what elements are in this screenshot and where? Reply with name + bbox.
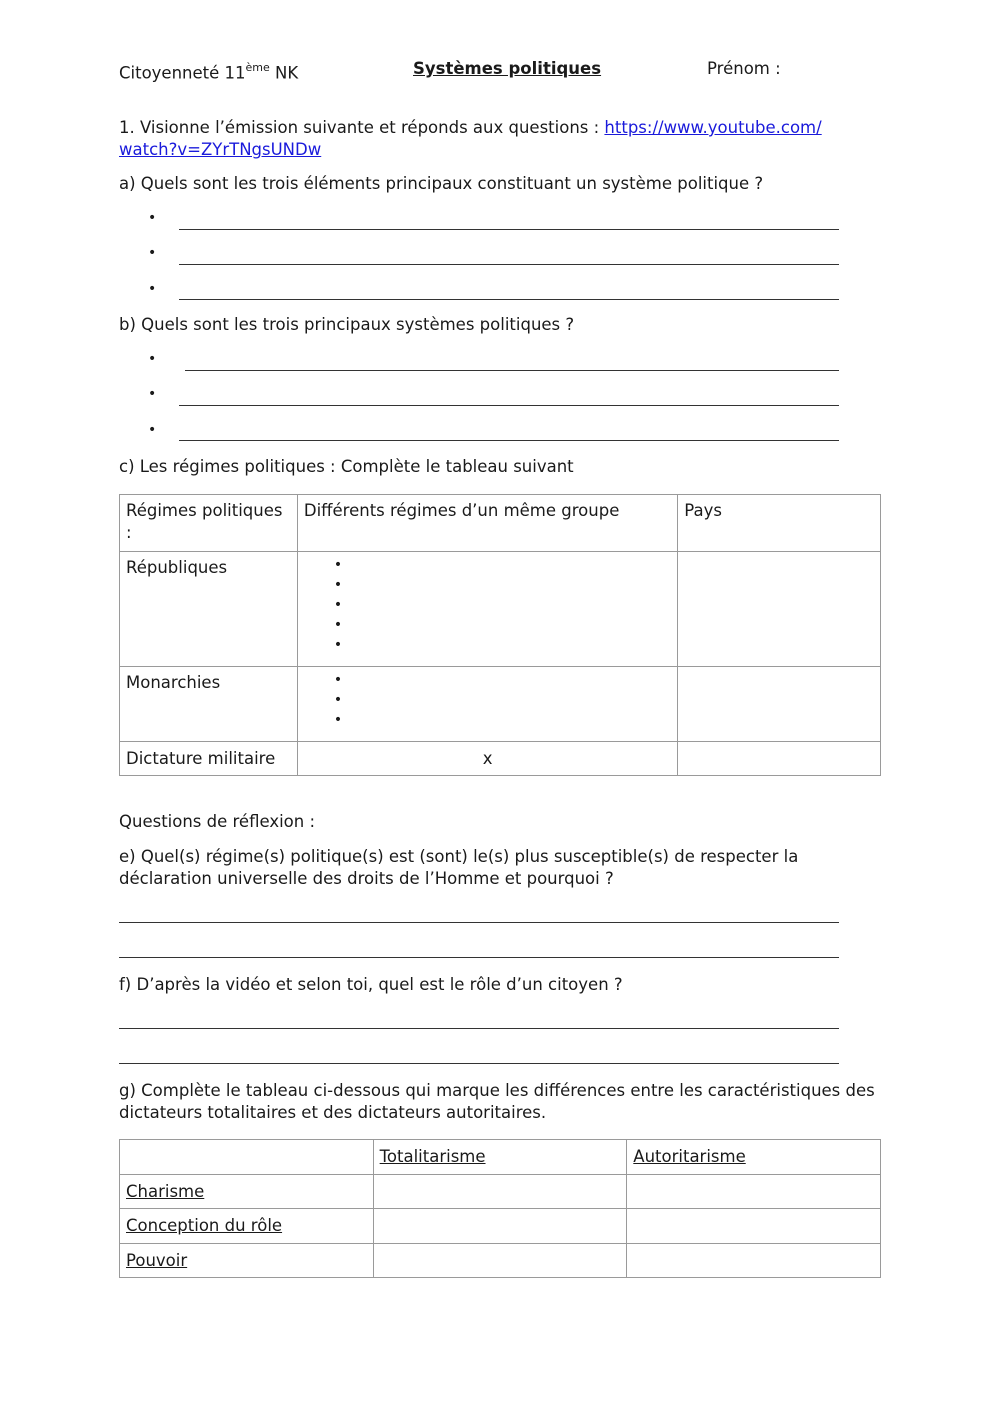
question-a: a) Quels sont les trois éléments principaux constituant un système politique ? [119,174,764,193]
table-header-row [120,1140,881,1175]
row-label: Pouvoir [120,1244,374,1278]
name-label: Prénom : [707,59,781,78]
bullet-icon: • [148,210,157,226]
row-label: Charisme [120,1175,374,1209]
bullet-icon: • [333,637,343,653]
answer-line[interactable] [119,1063,839,1064]
answer-line[interactable] [119,957,839,958]
dictators-table [119,1139,881,1278]
bullet-icon: • [148,386,157,402]
question-e-line2: déclaration universelle des droits de l’Homme et pourquoi ? [119,869,614,888]
answer-line[interactable] [179,229,839,230]
bullet-icon: • [333,712,343,728]
row-label: Monarchies [120,667,298,742]
row-label: Républiques [120,552,298,667]
table-row [120,552,881,667]
row-label: Conception du rôle [120,1209,374,1244]
answer-cell[interactable] [678,552,881,667]
answer-line[interactable] [119,1028,839,1029]
youtube-link[interactable]: https://www.youtube.com/ watch?v=ZYrTNgsUNDw [119,118,822,159]
bullet-icon: • [333,692,343,708]
header-cell: Différents régimes d’un même groupe [297,495,677,552]
answer-cell[interactable] [373,1209,627,1244]
answer-cell[interactable] [297,552,677,667]
bullet-icon: • [333,597,343,613]
bullet-icon: • [148,422,157,438]
answer-cell[interactable] [627,1244,881,1278]
header-cell: Régimes politiques : [120,495,298,552]
question-1 [119,117,859,161]
answer-cell[interactable] [678,742,881,776]
answer-cell[interactable] [678,667,881,742]
reflection-heading: Questions de réflexion : [119,812,316,831]
answer-line[interactable] [179,264,839,265]
table-row [120,742,881,776]
table-row [120,667,881,742]
bullet-icon: • [333,672,343,688]
header-cell: Autoritarisme [627,1140,881,1175]
bullet-icon: • [148,351,157,367]
table-row [120,1209,881,1244]
answer-line[interactable] [119,922,839,923]
course-label: Citoyenneté 11ème NK [119,61,299,83]
answer-line[interactable] [179,440,839,441]
answer-line[interactable] [179,405,839,406]
header-cell [120,1140,374,1175]
question-g-line1: g) Complète le tableau ci-dessous qui marque les différences entre les caractéristiques des [119,1081,875,1100]
question-b: b) Quels sont les trois principaux systèmes politiques ? [119,315,575,334]
table-row [120,1175,881,1209]
header-cell: Pays [678,495,881,552]
answer-cell[interactable] [373,1175,627,1209]
x-mark: x [297,742,677,776]
table-header-row [120,495,881,552]
answer-cell[interactable] [627,1175,881,1209]
bullet-icon: • [148,245,157,261]
answer-cell[interactable] [297,667,677,742]
bullet-icon: • [333,617,343,633]
bullet-icon: • [148,281,157,297]
row-label: Dictature militaire [120,742,298,776]
regimes-table [119,494,881,776]
question-e-line1: e) Quel(s) régime(s) politique(s) est (sont) le(s) plus susceptible(s) de respecter la [119,847,799,866]
question-f: f) D’après la vidéo et selon toi, quel est le rôle d’un citoyen ? [119,975,623,994]
bullet-icon: • [333,577,343,593]
page-title: Systèmes politiques [413,59,602,78]
table-row [120,1244,881,1278]
answer-line[interactable] [185,370,839,371]
question-1-text: 1. Visionne l’émission suivante et réponds aux questions : [119,118,605,137]
answer-cell[interactable] [373,1244,627,1278]
bullet-icon: • [333,557,343,573]
header-cell: Totalitarisme [373,1140,627,1175]
answer-cell[interactable] [627,1209,881,1244]
question-g-line2: dictateurs totalitaires et des dictateurs autoritaires. [119,1103,547,1122]
question-c: c) Les régimes politiques : Complète le tableau suivant [119,457,574,476]
answer-line[interactable] [179,299,839,300]
